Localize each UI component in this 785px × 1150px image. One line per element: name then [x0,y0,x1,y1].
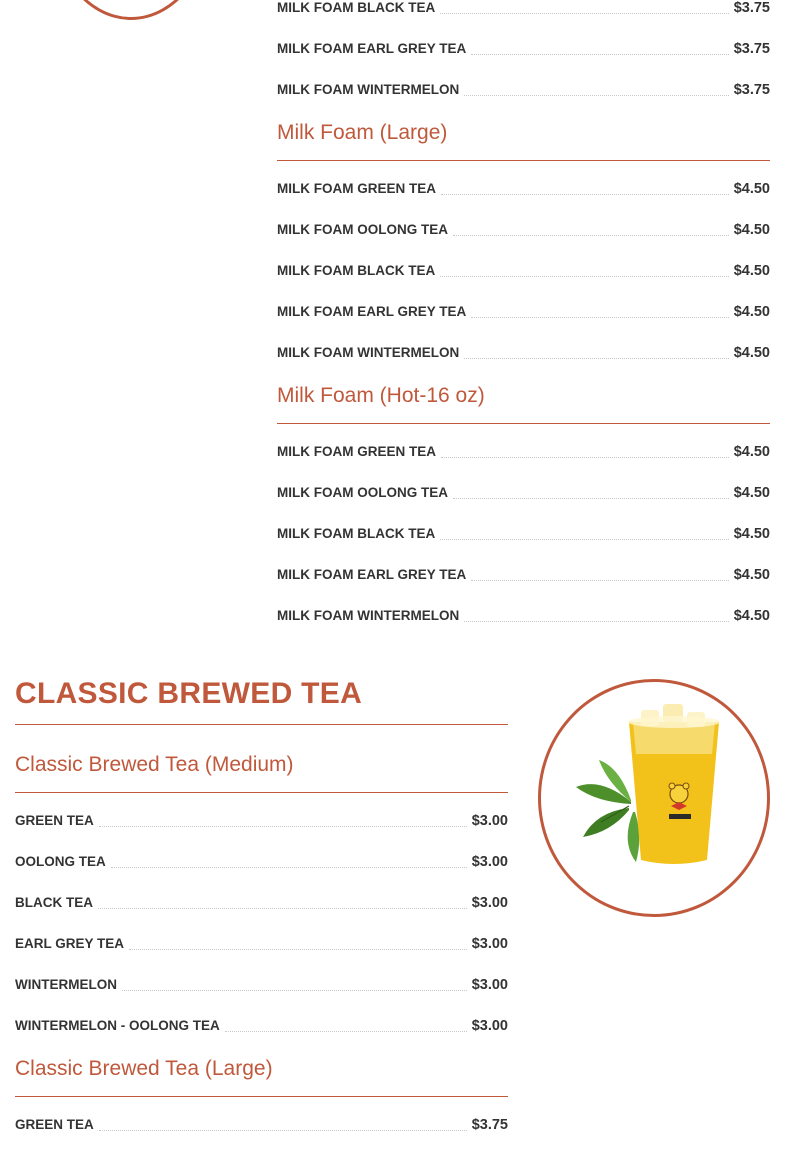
dot-leader [98,908,467,909]
item-price: $3.00 [471,1018,508,1034]
menu-item [15,973,508,993]
section-subtitle: Milk Foam (Hot-16 oz) [277,384,485,407]
item-name: MILK FOAM GREEN TEA [277,181,436,196]
dot-leader [471,580,728,581]
item-price: $4.50 [733,485,770,501]
item-price: $4.50 [733,181,770,197]
item-name: WINTERMELON [15,977,117,992]
item-price: $4.50 [733,526,770,542]
item-name: OOLONG TEA [15,854,106,869]
item-name: MILK FOAM BLACK TEA [277,0,436,15]
item-price: $4.50 [733,567,770,583]
dot-leader [111,867,467,868]
item-price: $3.00 [471,854,508,870]
item-price: $4.50 [733,222,770,238]
item-name: EARL GREY TEA [15,936,125,951]
item-name: MILK FOAM EARL GREY TEA [277,304,467,319]
dot-leader [99,1130,467,1131]
dot-leader [225,1031,467,1032]
item-price: $3.00 [471,813,508,829]
dot-leader [99,826,467,827]
item-name: WINTERMELON - OOLONG TEA [15,1018,220,1033]
dot-leader [129,949,467,950]
section-subtitle: Milk Foam (Large) [277,121,448,144]
menu-item [15,809,508,829]
item-name: MILK FOAM WINTERMELON [277,608,460,623]
item-name: MILK FOAM WINTERMELON [277,82,460,97]
menu-item [15,932,508,952]
item-price: $3.75 [733,0,770,16]
item-name: GREEN TEA [15,1117,94,1132]
dot-leader [122,990,467,991]
item-name: MILK FOAM BLACK TEA [277,263,436,278]
section-divider [15,1096,508,1097]
item-price: $4.50 [733,444,770,460]
item-price: $3.00 [471,936,508,952]
item-price: $3.75 [733,82,770,98]
item-name: MILK FOAM BLACK TEA [277,526,436,541]
section-divider [15,724,508,725]
item-name: MILK FOAM EARL GREY TEA [277,567,467,582]
item-name: MILK FOAM GREEN TEA [277,444,436,459]
classic-brewed-column [15,0,508,1150]
item-price: $3.75 [733,41,770,57]
menu-item [15,850,508,870]
item-name: MILK FOAM WINTERMELON [277,345,460,360]
drink-image-circle [538,679,770,917]
section-title: CLASSIC BREWED TEA [15,677,363,710]
item-price: $3.75 [471,1117,508,1133]
item-name: MILK FOAM OOLONG TEA [277,222,448,237]
iced-tea-drink-icon [541,682,767,914]
tea-leaf-icon [576,760,639,862]
item-price: $3.00 [471,895,508,911]
dot-leader [471,317,728,318]
dot-leader [471,54,728,55]
item-price: $4.50 [733,304,770,320]
section-divider [15,792,508,793]
item-price: $4.50 [733,263,770,279]
item-name: MILK FOAM EARL GREY TEA [277,41,467,56]
item-name: MILK FOAM OOLONG TEA [277,485,448,500]
menu-item [15,1014,508,1034]
cup-icon [628,704,720,864]
section-subtitle: Classic Brewed Tea (Large) [15,1057,273,1080]
section-subtitle: Classic Brewed Tea (Medium) [15,753,294,776]
item-price: $4.50 [733,345,770,361]
item-name: GREEN TEA [15,813,94,828]
menu-item [15,1113,508,1133]
item-name: BLACK TEA [15,895,93,910]
menu-item [15,891,508,911]
item-price: $3.00 [471,977,508,993]
item-price: $4.50 [733,608,770,624]
